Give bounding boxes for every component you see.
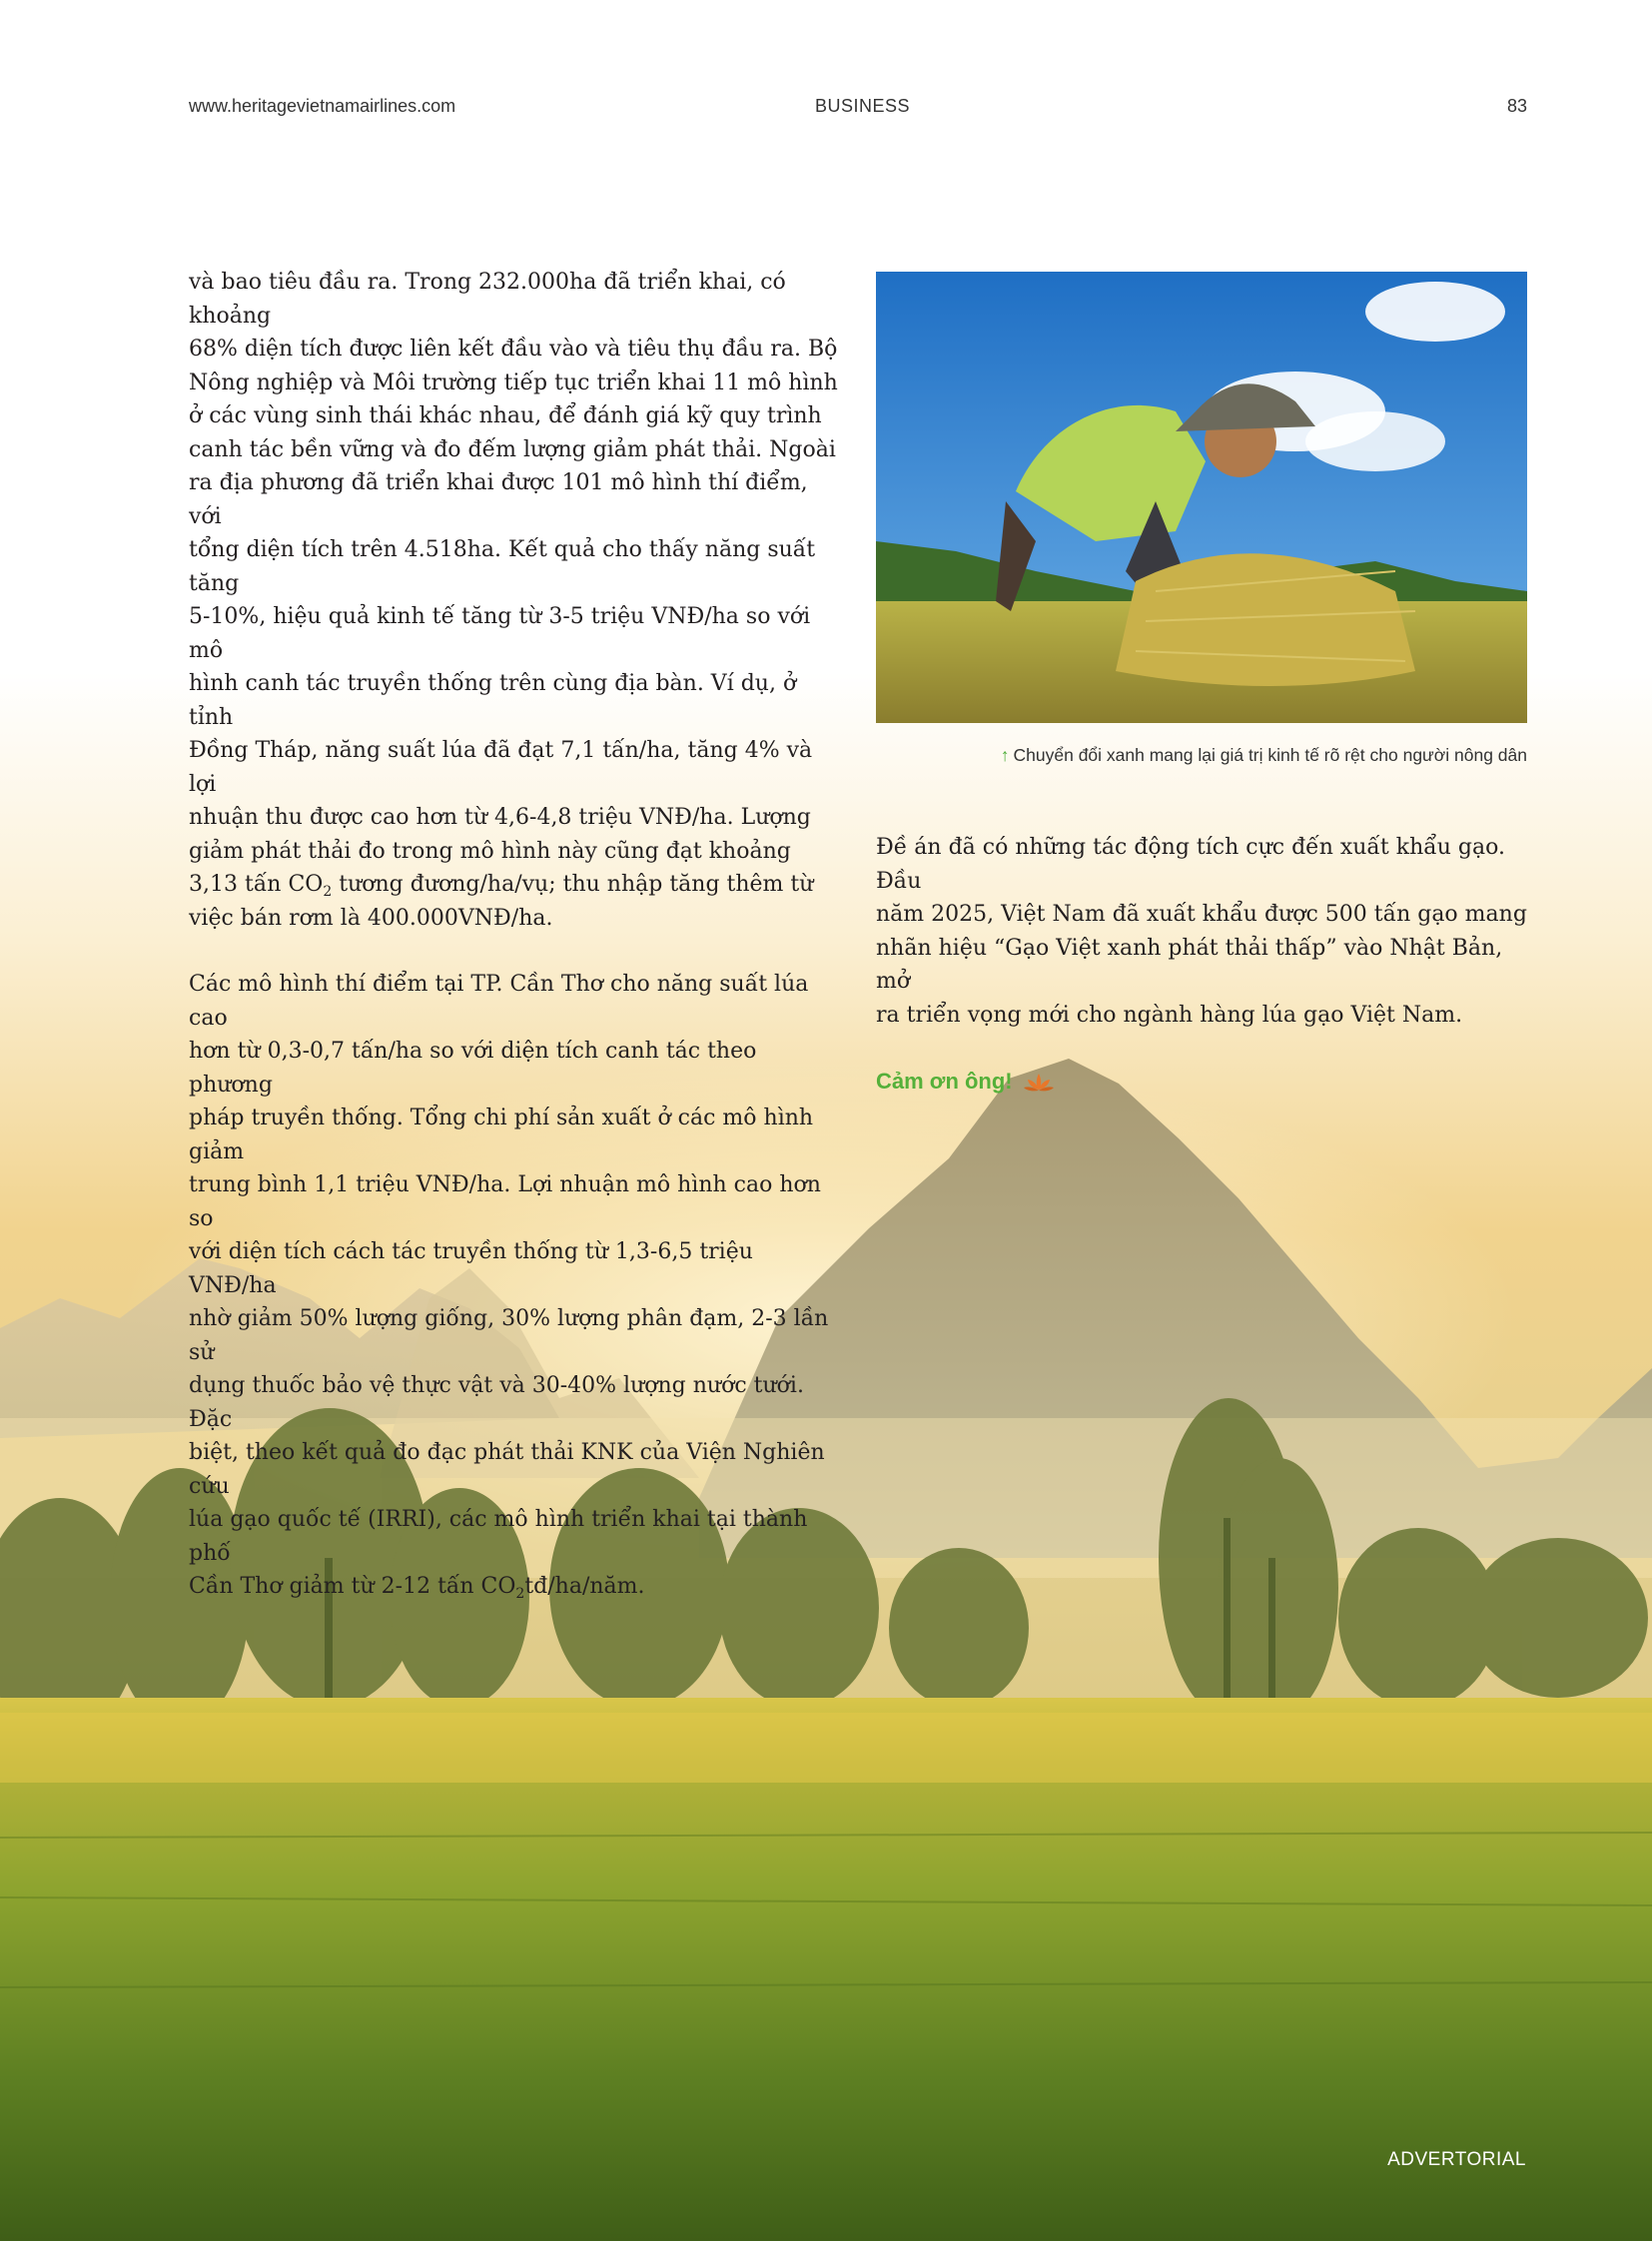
text-line: hơn từ 0,3-0,7 tấn/ha so với diện tích canh tác theo phương: [189, 1039, 757, 1098]
text-line: với diện tích cách tác truyền thống từ 1,3-6,5 triệu VNĐ/ha: [189, 1239, 753, 1298]
page-number: 83: [1506, 96, 1527, 116]
text-line: biệt, theo kết quả đo đạc phát thải KNK của Viện Nghiên cứu: [189, 1440, 825, 1499]
text-fragment: tương đương/ha/vụ; thu nhập tăng thêm từ: [332, 872, 814, 897]
text-line: nhãn hiệu “Gạo Việt xanh phát thải thấp” vào Nhật Bản, mở: [876, 935, 1503, 994]
text-line: lúa gạo quốc tế (IRRI), các mô hình triển khai tại thành phố: [189, 1507, 808, 1566]
paragraph-3: [876, 831, 1530, 1032]
arrow-up-icon: ↑: [1000, 745, 1010, 765]
website-url: www.heritagevietnamairlines.com: [189, 96, 456, 116]
paragraph-2: [189, 968, 838, 1604]
subscript-2: 2: [515, 1586, 525, 1602]
thanks-text: Cảm ơn ông!: [876, 1069, 1013, 1094]
text-line: Đề án đã có những tác động tích cực đến xuất khẩu gạo. Đầu: [876, 835, 1505, 894]
text-line: năm 2025, Việt Nam đã xuất khẩu được 500 tấn gạo mang: [876, 902, 1527, 927]
farmer-photo: [876, 272, 1527, 723]
left-column: [189, 266, 838, 1637]
text-fragment: Cần Thơ giảm từ 2-12 tấn CO: [189, 1574, 516, 1599]
lotus-icon: [1024, 1072, 1054, 1092]
photo-caption: [876, 745, 1527, 766]
text-line: 68% diện tích được liên kết đầu vào và tiêu thụ đầu ra. Bộ: [189, 337, 838, 362]
text-line: ra địa phương đã triển khai được 101 mô hình thí điểm, với: [189, 470, 808, 529]
closing-line: [876, 1065, 1530, 1100]
section-label: BUSINESS: [815, 96, 911, 116]
text-line: nhờ giảm 50% lượng giống, 30% lượng phân đạm, 2-3 lần sử: [189, 1306, 829, 1365]
text-line: ra triển vọng mới cho ngành hàng lúa gạo Việt Nam.: [876, 1002, 1463, 1028]
text-line: giảm phát thải đo trong mô hình này cũng đạt khoảng: [189, 838, 791, 864]
advertorial-label: ADVERTORIAL: [1387, 2149, 1526, 2170]
text-line: hình canh tác truyền thống trên cùng địa bàn. Ví dụ, ở tỉnh: [189, 671, 797, 730]
text-line: Các mô hình thí điểm tại TP. Cần Thơ cho năng suất lúa cao: [189, 972, 809, 1031]
text-line: dụng thuốc bảo vệ thực vật và 30-40% lượng nước tưới. Đặc: [189, 1373, 804, 1432]
text-fragment: tđ/ha/năm.: [524, 1574, 645, 1599]
text-fragment: 3,13 tấn CO: [189, 872, 324, 897]
text-line: 5-10%, hiệu quả kinh tế tăng từ 3-5 triệu VNĐ/ha so với mô: [189, 604, 811, 663]
caption-text: Chuyển đổi xanh mang lại giá trị kinh tế rõ rệt cho người nông dân: [1013, 745, 1527, 765]
text-line: Nông nghiệp và Môi trường tiếp tục triển khai 11 mô hình: [189, 370, 838, 395]
text-line: ở các vùng sinh thái khác nhau, để đánh giá kỹ quy trình: [189, 403, 822, 428]
subscript-2: 2: [323, 884, 333, 900]
page-header: [189, 96, 1527, 126]
text-line: pháp truyền thống. Tổng chi phí sản xuất ở các mô hình giảm: [189, 1106, 814, 1164]
text-line: việc bán rơm là 400.000VNĐ/ha.: [189, 905, 553, 931]
text-line: canh tác bền vững và đo đếm lượng giảm phát thải. Ngoài: [189, 436, 836, 462]
text-line: Đồng Tháp, năng suất lúa đã đạt 7,1 tấn/ha, tăng 4% và lợi: [189, 738, 813, 797]
text-line: trung bình 1,1 triệu VNĐ/ha. Lợi nhuận mô hình cao hơn so: [189, 1172, 821, 1231]
right-column: [876, 831, 1530, 1132]
text-line: nhuận thu được cao hơn từ 4,6-4,8 triệu VNĐ/ha. Lượng: [189, 805, 811, 830]
text-line: tổng diện tích trên 4.518ha. Kết quả cho thấy năng suất tăng: [189, 537, 816, 596]
paragraph-1: [189, 266, 838, 935]
text-line: và bao tiêu đầu ra. Trong 232.000ha đã triển khai, có khoảng: [189, 270, 786, 329]
